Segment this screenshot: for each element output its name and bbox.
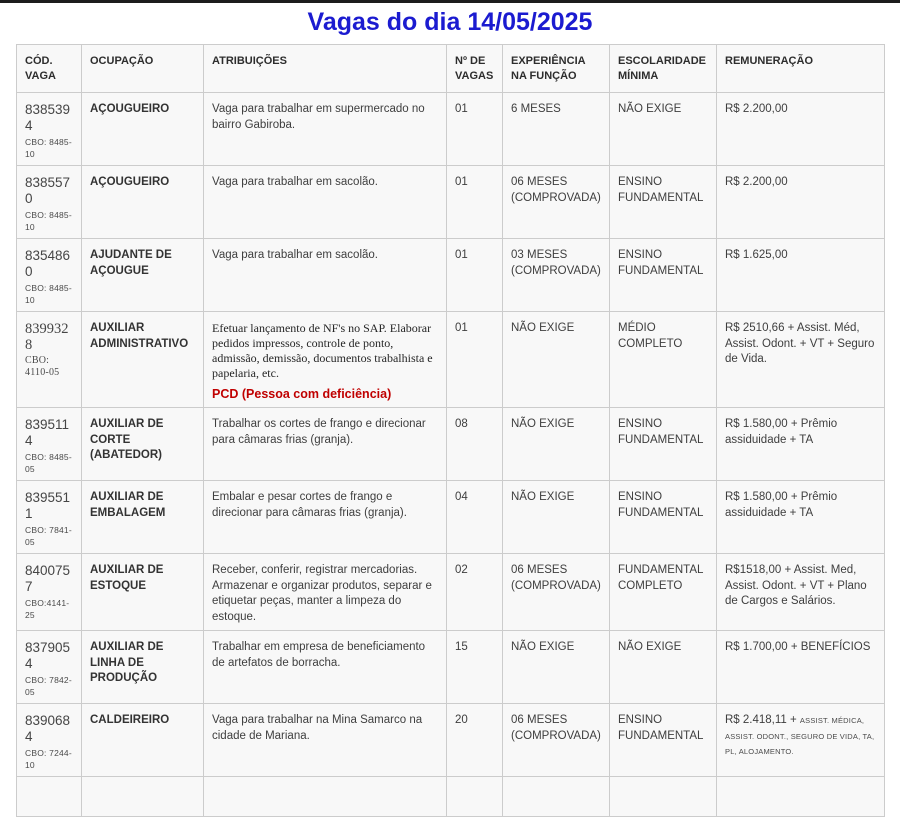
vacancy-code: 8379054: [25, 640, 71, 671]
cell-experience: NÃO EXIGE: [503, 481, 610, 554]
occupation-label: AÇOUGUEIRO: [90, 103, 170, 115]
cbo-code: CBO: 8485-10: [25, 210, 72, 232]
header-escolaridade: ESCOLARIDADE MÍNIMA: [610, 45, 717, 93]
cell-occupation: [82, 554, 204, 631]
cell-duties: [204, 312, 447, 408]
occupation-label: AUXILIAR DE CORTE (ABATEDOR): [90, 418, 164, 461]
table-row: [17, 93, 885, 166]
cell-experience: 06 MESES (COMPROVADA): [503, 166, 610, 239]
cell-pay: R$ 2510,66 + Assist. Méd, Assist. Odont. + VT + Seguro de Vida.: [717, 312, 885, 408]
vacancy-code: 8399328: [25, 321, 69, 353]
duties-text: Vaga para trabalhar em supermercado no bairro Gabiroba.: [212, 103, 425, 131]
table-row: [17, 408, 885, 481]
cell-duties: [204, 481, 447, 554]
table-row: [17, 704, 885, 777]
cell-education: NÃO EXIGE: [610, 93, 717, 166]
cell-occupation: [82, 481, 204, 554]
cell-occupation: [82, 312, 204, 408]
cell-vacancies: 08: [447, 408, 503, 481]
cell-code: [17, 777, 82, 817]
occupation-label: CALDEIREIRO: [90, 714, 170, 726]
duties-text: Vaga para trabalhar na Mina Samarco na cidade de Mariana.: [212, 714, 423, 742]
cell-vacancies: 01: [447, 93, 503, 166]
duties-text: Trabalhar os cortes de frango e direcionar para câmaras frias (granja).: [212, 418, 426, 446]
cbo-code: CBO:4141-25: [25, 598, 70, 620]
vacancy-code: 8385394: [25, 102, 71, 133]
duties-text: Embalar e pesar cortes de frango e direcionar para câmaras frias (granja).: [212, 491, 407, 519]
cell-experience: [503, 777, 610, 817]
cell-vacancies: 01: [447, 312, 503, 408]
cbo-code: CBO: 8485-05: [25, 452, 72, 474]
cell-pay: [717, 704, 885, 777]
duties-text: Vaga para trabalhar em sacolão.: [212, 176, 378, 188]
cell-vacancies: 01: [447, 166, 503, 239]
pay-amount: R$ 2.418,11 +: [725, 714, 800, 726]
cell-experience: 03 MESES (COMPROVADA): [503, 239, 610, 312]
vacancy-code: 8395511: [25, 490, 71, 521]
cell-code: [17, 312, 82, 408]
cell-pay: R$ 1.580,00 + Prêmio assiduidade + TA: [717, 408, 885, 481]
cbo-code: CBO: 7842-05: [25, 675, 72, 697]
cell-experience: NÃO EXIGE: [503, 312, 610, 408]
page-title: Vagas do dia 14/05/2025: [307, 8, 593, 36]
cell-pay: R$ 1.625,00: [717, 239, 885, 312]
top-border-bar: [0, 0, 900, 3]
cell-vacancies: 02: [447, 554, 503, 631]
vacancies-table: [16, 44, 885, 817]
cell-education: [610, 777, 717, 817]
cell-vacancies: 15: [447, 631, 503, 704]
cell-occupation: [82, 631, 204, 704]
table-row: [17, 554, 885, 631]
cell-education: ENSINO FUNDAMENTAL: [610, 166, 717, 239]
cell-code: [17, 631, 82, 704]
cell-pay: R$1518,00 + Assist. Med, Assist. Odont. + VT + Plano de Cargos e Salários.: [717, 554, 885, 631]
cell-education: ENSINO FUNDAMENTAL: [610, 704, 717, 777]
cell-experience: NÃO EXIGE: [503, 631, 610, 704]
pay-benefits-small: ASSIST. MÉDICA, ASSIST. ODONT., SEGURO DE VIDA, TA, PL, ALOJAMENTO.: [725, 716, 875, 756]
pcd-note: PCD (Pessoa com deficiência): [212, 387, 392, 401]
cell-duties: [204, 408, 447, 481]
cell-education: ENSINO FUNDAMENTAL: [610, 239, 717, 312]
cell-code: [17, 166, 82, 239]
cell-vacancies: 04: [447, 481, 503, 554]
table-row: [17, 166, 885, 239]
vacancy-code: 8400757: [25, 563, 71, 594]
cell-duties: [204, 93, 447, 166]
vacancy-code: 8385570: [25, 175, 71, 206]
header-cod-vaga: CÓD. VAGA: [17, 45, 82, 93]
duties-text: Efetuar lançamento de NF's no SAP. Elaborar pedidos impressos, controle de ponto, admissão, demissão, documentos trabalhista e papelaria, etc.: [212, 321, 433, 380]
cell-pay: R$ 1.580,00 + Prêmio assiduidade + TA: [717, 481, 885, 554]
cell-pay: [717, 777, 885, 817]
cell-code: [17, 239, 82, 312]
occupation-label: AUXILIAR ADMINISTRATIVO: [90, 322, 189, 350]
occupation-label: AUXILIAR DE LINHA DE PRODUÇÃO: [90, 641, 164, 684]
cell-occupation: [82, 408, 204, 481]
cell-experience: 06 MESES (COMPROVADA): [503, 554, 610, 631]
occupation-label: AUXILIAR DE ESTOQUE: [90, 564, 164, 592]
cell-vacancies: 01: [447, 239, 503, 312]
occupation-label: AÇOUGUEIRO: [90, 176, 170, 188]
cell-experience: 6 MESES: [503, 93, 610, 166]
cell-education: FUNDAMENTAL COMPLETO: [610, 554, 717, 631]
cell-experience: 06 MESES (COMPROVADA): [503, 704, 610, 777]
cbo-code: CBO: 7244-10: [25, 748, 72, 770]
cbo-code: CBO: 8485-10: [25, 283, 72, 305]
cell-occupation: [82, 704, 204, 777]
cell-duties: [204, 631, 447, 704]
cbo-code: CBO: 8485-10: [25, 137, 72, 159]
cell-occupation: [82, 93, 204, 166]
occupation-label: AUXILIAR DE EMBALAGEM: [90, 491, 166, 519]
cell-experience: NÃO EXIGE: [503, 408, 610, 481]
duties-text: Receber, conferir, registrar mercadorias. Armazenar e organizar produtos, separar e etiquetar peças, manter a limpeza do estoque.: [212, 564, 432, 623]
vacancy-code: 8390684: [25, 713, 71, 744]
table-row: [17, 631, 885, 704]
header-remuneracao: REMUNERAÇÃO: [717, 45, 885, 93]
cell-education: NÃO EXIGE: [610, 631, 717, 704]
duties-text: Vaga para trabalhar em sacolão.: [212, 249, 378, 261]
header-num-vagas: Nº DE VAGAS: [447, 45, 503, 93]
header-ocupacao: OCUPAÇÃO: [82, 45, 204, 93]
cell-vacancies: [447, 777, 503, 817]
cell-education: MÉDIO COMPLETO: [610, 312, 717, 408]
cell-code: [17, 554, 82, 631]
cell-pay: R$ 2.200,00: [717, 166, 885, 239]
cell-code: [17, 408, 82, 481]
cbo-code: CBO: 4110-05: [25, 355, 60, 378]
table-row: [17, 312, 885, 408]
cell-occupation: [82, 166, 204, 239]
cell-duties: [204, 554, 447, 631]
cell-occupation: [82, 777, 204, 817]
cell-education: ENSINO FUNDAMENTAL: [610, 408, 717, 481]
cell-duties: [204, 704, 447, 777]
header-experiencia: EXPERIÊNCIA NA FUNÇÃO: [503, 45, 610, 93]
table-row-cutoff: [17, 777, 885, 817]
table-row: [17, 239, 885, 312]
cell-code: [17, 93, 82, 166]
cell-vacancies: 20: [447, 704, 503, 777]
occupation-label: AJUDANTE DE AÇOUGUE: [90, 249, 172, 277]
vacancy-code: 8354860: [25, 248, 71, 279]
cell-duties: [204, 777, 447, 817]
cell-code: [17, 481, 82, 554]
cell-occupation: [82, 239, 204, 312]
vacancy-code: 8395114: [25, 417, 70, 448]
table-header-row: [17, 45, 885, 93]
table-row: [17, 481, 885, 554]
cbo-code: CBO: 7841-05: [25, 525, 72, 547]
duties-text: Trabalhar em empresa de beneficiamento de artefatos de borracha.: [212, 641, 426, 669]
cell-pay: R$ 2.200,00: [717, 93, 885, 166]
cell-duties: [204, 166, 447, 239]
cell-education: ENSINO FUNDAMENTAL: [610, 481, 717, 554]
cell-duties: [204, 239, 447, 312]
cell-code: [17, 704, 82, 777]
header-atribuicoes: ATRIBUIÇÕES: [204, 45, 447, 93]
cell-pay: R$ 1.700,00 + BENEFÍCIOS: [717, 631, 885, 704]
